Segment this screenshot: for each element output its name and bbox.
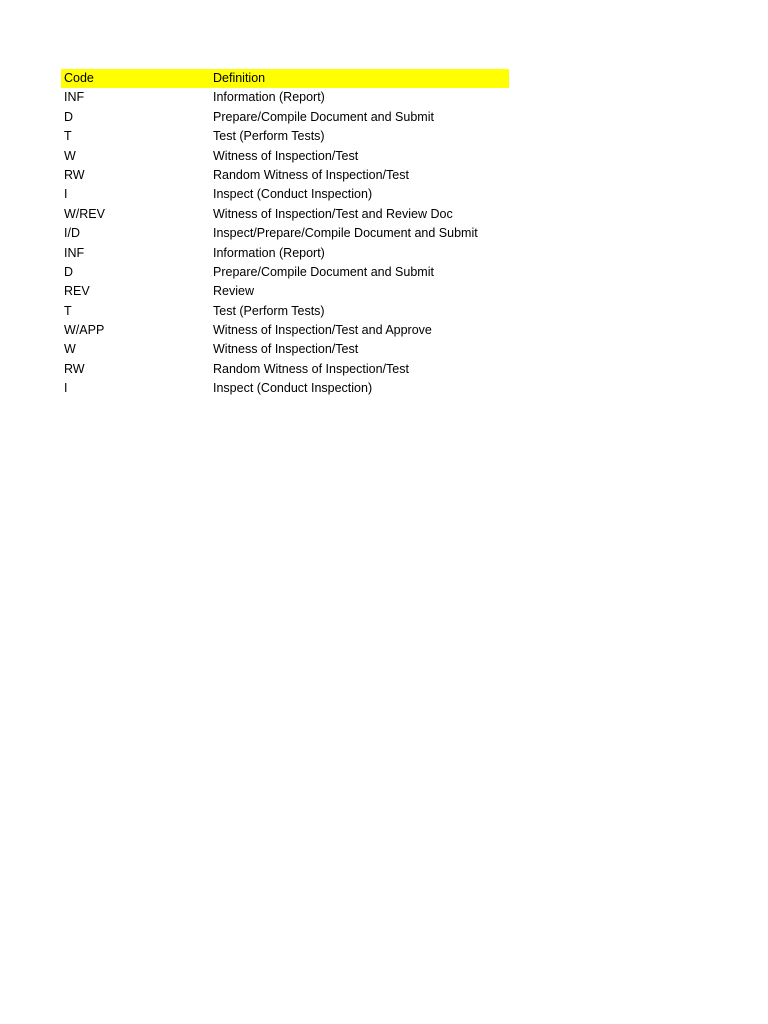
table-row xyxy=(61,166,509,185)
code-cell: W xyxy=(64,342,76,357)
table-row xyxy=(61,147,509,166)
header-code: Code xyxy=(64,71,94,85)
table-row xyxy=(61,379,509,398)
code-cell: RW xyxy=(64,361,85,376)
table-row xyxy=(61,282,509,301)
table-row xyxy=(61,127,509,146)
definition-cell: Witness of Inspection/Test xyxy=(213,342,359,357)
definition-cell: Witness of Inspection/Test and Review Doc xyxy=(213,206,453,221)
definition-cell: Test (Perform Tests) xyxy=(213,303,325,318)
code-cell: T xyxy=(64,129,72,144)
table-row xyxy=(61,88,509,107)
code-cell: T xyxy=(64,303,72,318)
code-cell: INF xyxy=(64,245,85,260)
table-header-row xyxy=(61,69,509,88)
code-definition-table xyxy=(61,69,509,399)
definition-cell: Inspect (Conduct Inspection) xyxy=(213,381,373,396)
definition-cell: Prepare/Compile Document and Submit xyxy=(213,109,434,124)
definition-cell: Information (Report) xyxy=(213,90,325,105)
definition-cell: Test (Perform Tests) xyxy=(213,129,325,144)
table-row xyxy=(61,205,509,224)
table-row xyxy=(61,321,509,340)
code-cell: I xyxy=(64,381,68,396)
code-cell: RW xyxy=(64,167,85,182)
definition-cell: Prepare/Compile Document and Submit xyxy=(213,264,434,279)
table-row xyxy=(61,360,509,379)
table-row xyxy=(61,185,509,204)
code-cell: D xyxy=(64,264,74,279)
code-cell: I/D xyxy=(64,226,80,241)
definition-cell: Review xyxy=(213,284,254,299)
definition-cell: Inspect/Prepare/Compile Document and Submit xyxy=(213,226,478,241)
definition-cell: Witness of Inspection/Test and Approve xyxy=(213,323,432,338)
table-row xyxy=(61,340,509,359)
code-cell: W xyxy=(64,148,76,163)
table-row xyxy=(61,108,509,127)
header-definition: Definition xyxy=(213,71,266,85)
code-cell: W/REV xyxy=(64,206,105,221)
table-row xyxy=(61,302,509,321)
code-cell: REV xyxy=(64,284,90,299)
code-cell: I xyxy=(64,187,68,202)
table-row xyxy=(61,224,509,243)
definition-cell: Information (Report) xyxy=(213,245,325,260)
table-row xyxy=(61,244,509,263)
definition-cell: Inspect (Conduct Inspection) xyxy=(213,187,373,202)
code-cell: INF xyxy=(64,90,85,105)
definition-cell: Random Witness of Inspection/Test xyxy=(213,361,409,376)
definition-cell: Witness of Inspection/Test xyxy=(213,148,359,163)
code-cell: W/APP xyxy=(64,323,105,338)
definition-cell: Random Witness of Inspection/Test xyxy=(213,167,409,182)
code-cell: D xyxy=(64,109,74,124)
table-row xyxy=(61,263,509,282)
